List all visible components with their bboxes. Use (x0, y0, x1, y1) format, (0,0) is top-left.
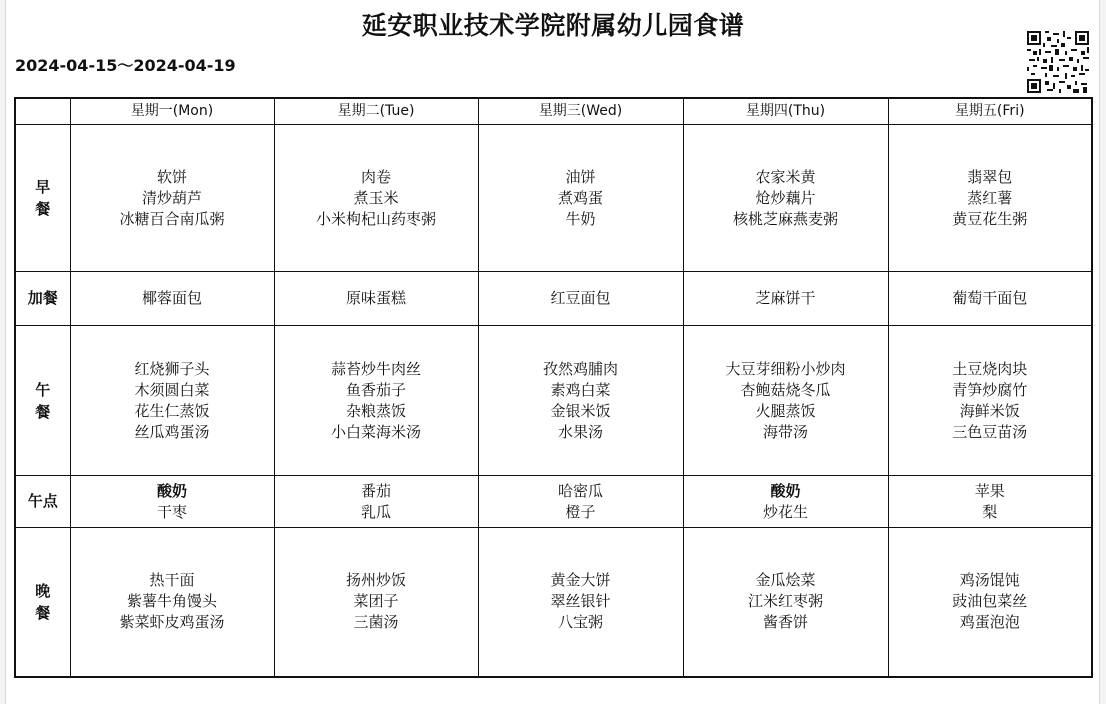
afternoon-snack-fri (888, 476, 1092, 528)
morning-snack-mon (70, 272, 274, 326)
breakfast-thu (683, 125, 888, 272)
dish: 冰糖百合南瓜粥 (119, 209, 225, 228)
dish: 核桃芝麻燕麦粥 (732, 209, 838, 228)
dish: 金瓜烩菜 (755, 571, 816, 590)
dish: 苹果 (974, 481, 1005, 500)
dish: 海带汤 (762, 422, 808, 441)
corner-cell (15, 98, 70, 125)
dinner-tue (274, 528, 478, 677)
lunch-row (15, 326, 1092, 476)
dish: 乳瓜 (360, 502, 391, 521)
morning-snack-tue (274, 272, 478, 326)
dish: 鱼香茄子 (345, 380, 406, 399)
meal-label-char: 餐 (35, 402, 51, 421)
dish: 黄豆花生粥 (952, 209, 1028, 228)
dish: 酸奶 (156, 481, 187, 500)
morning-snack-wed (478, 272, 683, 326)
dish: 菜团子 (353, 592, 399, 611)
meal-label-char: 午 (35, 380, 51, 399)
day-header-mon: 星期一(Mon) (70, 98, 274, 125)
dish: 油饼 (565, 167, 596, 186)
meal-label-lunch (15, 326, 70, 476)
dish: 小白菜海米汤 (330, 422, 421, 441)
dish: 牛奶 (565, 209, 596, 228)
dish: 土豆烧肉块 (952, 359, 1028, 378)
dish: 八宝粥 (557, 613, 603, 632)
dish: 农家米黄 (755, 167, 816, 186)
morning-snack-fri (888, 272, 1092, 326)
dinner-fri (888, 528, 1092, 677)
dinner-wed (478, 528, 683, 677)
dish: 素鸡白菜 (550, 380, 611, 399)
meal-label-morning-snack: 加餐 (15, 272, 70, 326)
dish: 酱香饼 (762, 613, 808, 632)
meal-label-char: 餐 (35, 200, 51, 218)
dish: 黄金大饼 (550, 571, 611, 590)
dish: 酸奶 (770, 481, 801, 500)
dish: 海鲜米饭 (959, 401, 1020, 420)
qr-code-icon (1027, 31, 1089, 93)
dish: 蒸红薯 (967, 188, 1013, 207)
lunch-thu (683, 326, 888, 476)
breakfast-mon (70, 125, 274, 272)
breakfast-wed (478, 125, 683, 272)
dish: 金银米饭 (550, 401, 611, 420)
dish: 干枣 (156, 502, 187, 521)
dinner-mon (70, 528, 274, 677)
lunch-tue (274, 326, 478, 476)
afternoon-snack-row (15, 476, 1092, 528)
dish: 江米红枣粥 (747, 592, 823, 611)
dish: 孜然鸡脯肉 (542, 359, 618, 378)
dish: 软饼 (156, 167, 187, 186)
dish: 肉卷 (360, 167, 391, 186)
afternoon-snack-wed (478, 476, 683, 528)
day-header-tue: 星期二(Tue) (274, 98, 478, 125)
dish: 翡翠包 (967, 167, 1013, 186)
morning-snack-row (15, 272, 1092, 326)
breakfast-row (15, 125, 1092, 272)
dish: 原味蛋糕 (345, 289, 406, 307)
afternoon-snack-thu (683, 476, 888, 528)
lunch-mon (70, 326, 274, 476)
meal-label-char: 餐 (35, 603, 51, 622)
dish: 椰蓉面包 (141, 289, 202, 307)
dish: 扬州炒饭 (345, 571, 406, 590)
meal-label-afternoon-snack: 午点 (15, 476, 70, 528)
day-header-wed: 星期三(Wed) (478, 98, 683, 125)
dish: 芝麻饼干 (755, 289, 816, 307)
dinner-thu (683, 528, 888, 677)
dish: 红烧狮子头 (134, 359, 210, 378)
page-title: 延安职业技术学院附属幼儿园食谱 (361, 11, 745, 40)
header-row (15, 98, 1092, 125)
day-header-thu: 星期四(Thu) (683, 98, 888, 125)
menu-table (14, 97, 1093, 678)
dish: 杂粮蒸饭 (345, 401, 406, 420)
dish: 鸡蛋泡泡 (959, 613, 1020, 632)
dish: 紫菜虾皮鸡蛋汤 (119, 613, 225, 632)
dish: 蒜苔炒牛肉丝 (330, 359, 421, 378)
afternoon-snack-tue (274, 476, 478, 528)
dish: 清炒葫芦 (141, 188, 202, 207)
dish: 青笋炒腐竹 (952, 380, 1028, 399)
dish: 红豆面包 (550, 289, 611, 307)
dish: 鸡汤馄饨 (959, 571, 1020, 590)
dish: 豉油包菜丝 (952, 592, 1028, 611)
dish: 煮玉米 (353, 188, 399, 207)
breakfast-fri (888, 125, 1092, 272)
dish: 三菌汤 (353, 613, 399, 632)
morning-snack-thu (683, 272, 888, 326)
dinner-row (15, 528, 1092, 677)
dish: 炝炒藕片 (755, 188, 816, 207)
dish: 葡萄干面包 (952, 289, 1028, 307)
dish: 翠丝银针 (550, 592, 611, 611)
dish: 三色豆苗汤 (952, 422, 1028, 441)
dish: 炒花生 (762, 502, 808, 521)
dish: 梨 (982, 502, 998, 521)
meal-label-dinner (15, 528, 70, 677)
dish: 橙子 (565, 502, 596, 521)
meal-label-char: 晚 (35, 581, 51, 600)
meal-label-breakfast (15, 125, 70, 272)
afternoon-snack-mon (70, 476, 274, 528)
dish: 热干面 (149, 571, 195, 590)
dish: 哈密瓜 (557, 481, 603, 500)
breakfast-tue (274, 125, 478, 272)
dish: 火腿蒸饭 (755, 401, 816, 420)
dish: 番茄 (360, 481, 391, 500)
dish: 木须圆白菜 (134, 380, 210, 399)
day-header-fri: 星期五(Fri) (888, 98, 1092, 125)
dish: 煮鸡蛋 (557, 188, 603, 207)
lunch-fri (888, 326, 1092, 476)
dish: 杏鲍菇烧冬瓜 (740, 380, 831, 399)
dish: 花生仁蒸饭 (134, 401, 210, 420)
lunch-wed (478, 326, 683, 476)
meal-label-char: 早 (35, 178, 51, 196)
dish: 水果汤 (557, 422, 603, 441)
date-range: 2024-04-15～2024-04-19 (15, 56, 236, 75)
dish: 小米枸杞山药枣粥 (315, 209, 436, 228)
dish: 丝瓜鸡蛋汤 (134, 422, 210, 441)
dish: 大豆芽细粉小炒肉 (725, 359, 846, 378)
dish: 紫薯牛角馒头 (126, 592, 217, 611)
